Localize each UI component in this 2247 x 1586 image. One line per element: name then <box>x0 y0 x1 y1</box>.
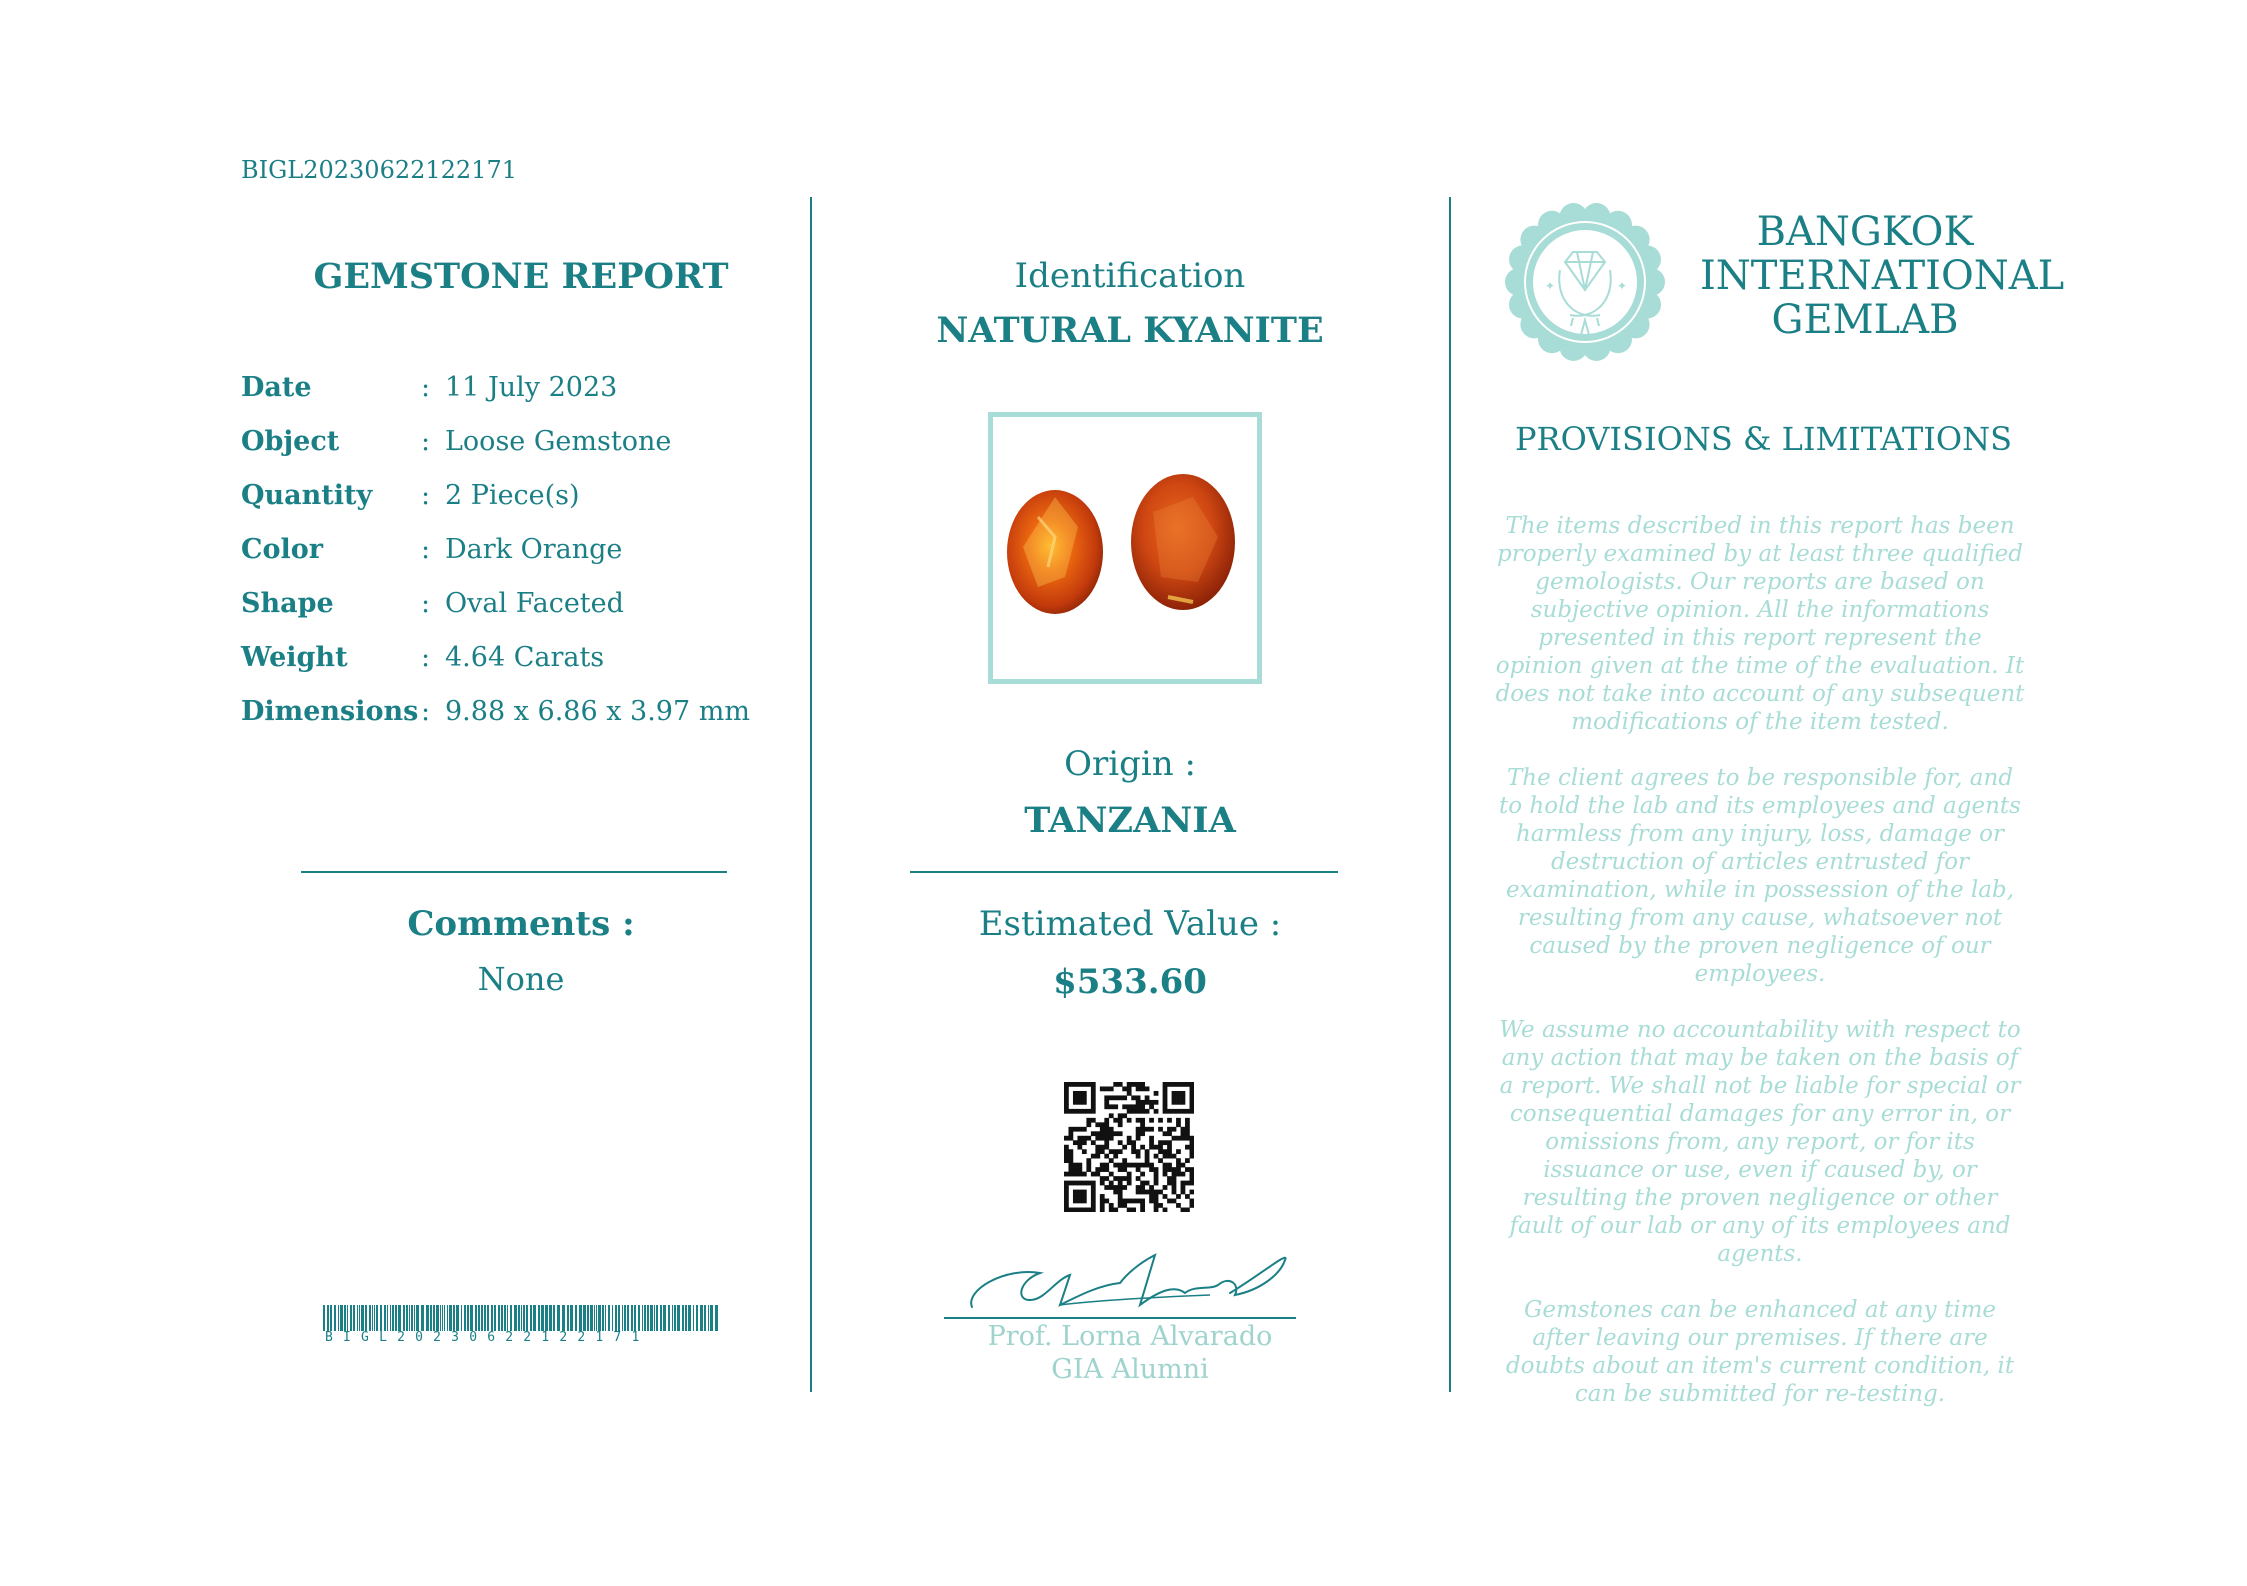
lab-name-line-1: BANGKOK <box>1756 209 1974 255</box>
origin-value: TANZANIA <box>1024 800 1236 841</box>
lab-seal-logo <box>1505 200 1665 365</box>
lab-name <box>1700 209 2065 343</box>
lab-name-line-3: GEMLAB <box>1771 297 1959 343</box>
report-id: BIGL20230622122171 <box>241 156 517 184</box>
signer-name: Prof. Lorna Alvarado <box>987 1321 1273 1352</box>
detail-label: Dimensions <box>241 696 419 727</box>
column-divider-right <box>1449 197 1451 1392</box>
barcode-digits: BIGL20230622122171 <box>325 1330 650 1345</box>
provisions-title: PROVISIONS & LIMITATIONS <box>1515 420 2012 458</box>
detail-label: Weight <box>241 642 348 673</box>
detail-value: 2 Piece(s) <box>445 480 580 511</box>
detail-label: Object <box>241 426 340 457</box>
detail-separator: : <box>421 642 431 673</box>
detail-value: Oval Faceted <box>445 588 624 619</box>
origin-label: Origin : <box>1064 744 1196 784</box>
detail-separator: : <box>421 588 431 619</box>
detail-value: 4.64 Carats <box>445 642 605 673</box>
detail-separator: : <box>421 534 431 565</box>
detail-value: 9.88 x 6.86 x 3.97 mm <box>445 696 750 727</box>
estimated-value-label: Estimated Value : <box>978 904 1282 944</box>
provisions-paragraph: We assume no accountability with respect to any action that may be taken on the basis of a report. We shall not be liable for special or consequential damages for any error in, or omissions from, any report, or for its issuance or use, even if caused by, or resulting the proven negligence or other fault of our lab or any of its employees and agents. <box>1499 1017 2021 1267</box>
barcode <box>323 1305 719 1331</box>
column-divider-left <box>810 197 812 1392</box>
svg-text:✦: ✦ <box>1545 279 1556 293</box>
lab-name-line-2: INTERNATIONAL <box>1700 253 2065 299</box>
provisions-text <box>1495 512 2025 1436</box>
provisions-paragraph: The items described in this report has been properly examined by at least three qualified gemologists. Our reports are based on subjective opinion. All the informations presented in this report represent the opinion given at the time of the evaluation. It does not take into account of any subsequent modifications of the item tested. <box>1495 513 2025 735</box>
svg-text:✦: ✦ <box>1617 279 1628 293</box>
detail-value: Loose Gemstone <box>445 426 672 457</box>
detail-value: 11 July 2023 <box>445 372 618 403</box>
detail-value: Dark Orange <box>445 534 623 565</box>
comments-value: None <box>477 960 565 998</box>
identification-label: Identification <box>1014 256 1246 296</box>
provisions-paragraph: Gemstones can be enhanced at any time after leaving our premises. If there are doubts about an item's current condition, it can be submitted for re-testing. <box>1505 1297 2015 1407</box>
signature-line <box>944 1317 1296 1319</box>
identification-value: NATURAL KYANITE <box>936 310 1324 351</box>
detail-separator: : <box>421 480 431 511</box>
value-divider <box>910 871 1338 873</box>
comments-label: Comments : <box>407 904 635 944</box>
signature <box>960 1245 1300 1320</box>
signer-title: GIA Alumni <box>1051 1354 1209 1385</box>
detail-separator: : <box>421 426 431 457</box>
qr-code <box>1064 1082 1194 1212</box>
gemstone-photo <box>993 417 1257 679</box>
comments-divider <box>301 871 727 873</box>
report-title: GEMSTONE REPORT <box>313 256 729 297</box>
detail-separator: : <box>421 696 431 727</box>
detail-separator: : <box>421 372 431 403</box>
detail-label: Color <box>241 534 323 565</box>
detail-label: Quantity <box>241 480 373 511</box>
detail-label: Date <box>241 372 312 403</box>
gemstone-photo-frame <box>988 412 1262 684</box>
provisions-paragraph: The client agrees to be responsible for, and to hold the lab and its employees and agents harmless from any injury, loss, damage or destruction of articles entrusted for examination, while in possession of the lab, resulting from any cause, whatsoever not caused by the proven negligence of our employees. <box>1499 765 2021 987</box>
detail-label: Shape <box>241 588 334 619</box>
estimated-value: $533.60 <box>1053 962 1207 1002</box>
signer-block <box>900 1320 1360 1386</box>
